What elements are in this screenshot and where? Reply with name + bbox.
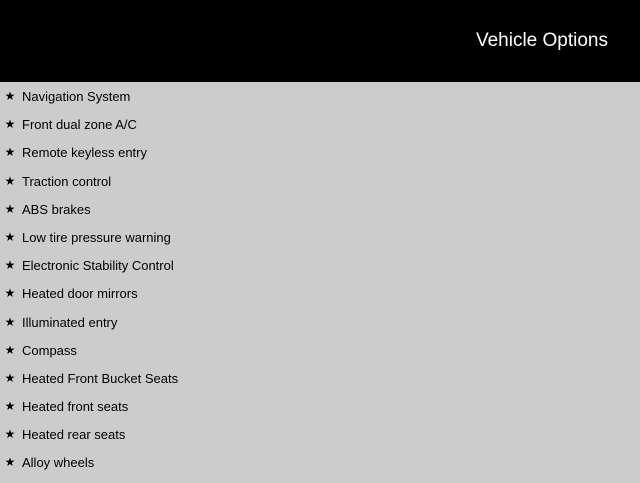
option-label: Remote keyless entry	[22, 145, 147, 161]
star-icon: ★	[4, 201, 16, 216]
option-label: Heated front seats	[22, 399, 129, 415]
star-icon: ★	[4, 229, 16, 244]
star-icon: ★	[4, 89, 16, 103]
header-bar	[0, 0, 640, 82]
star-icon: ★	[4, 117, 16, 132]
star-icon: ★	[4, 314, 16, 329]
option-label: Heated rear seats	[22, 427, 126, 443]
star-icon: ★	[4, 145, 16, 160]
star-icon: ★	[4, 399, 16, 414]
star-icon: ★	[4, 427, 16, 442]
star-icon: ★	[4, 286, 16, 301]
option-label: Compass	[22, 342, 77, 358]
option-label: Low tire pressure warning	[22, 229, 171, 245]
options-panel	[0, 82, 640, 480]
page-title: Vehicle Options	[475, 30, 608, 51]
option-label: Electronic Stability Control	[22, 258, 174, 274]
option-label: Heated Front Bucket Seats	[22, 370, 179, 386]
star-icon: ★	[4, 370, 16, 385]
option-label: Heated door mirrors	[22, 286, 138, 302]
option-label: Traction control	[22, 173, 112, 189]
star-icon: ★	[4, 173, 16, 188]
option-label: ABS brakes	[22, 201, 91, 217]
star-icon: ★	[4, 455, 16, 470]
star-icon: ★	[4, 258, 16, 273]
option-label: Illuminated entry	[22, 314, 118, 330]
option-label: Navigation System	[22, 89, 131, 104]
star-icon: ★	[4, 342, 16, 357]
option-label: Alloy wheels	[22, 455, 95, 471]
option-label: Front dual zone A/C	[22, 117, 137, 133]
